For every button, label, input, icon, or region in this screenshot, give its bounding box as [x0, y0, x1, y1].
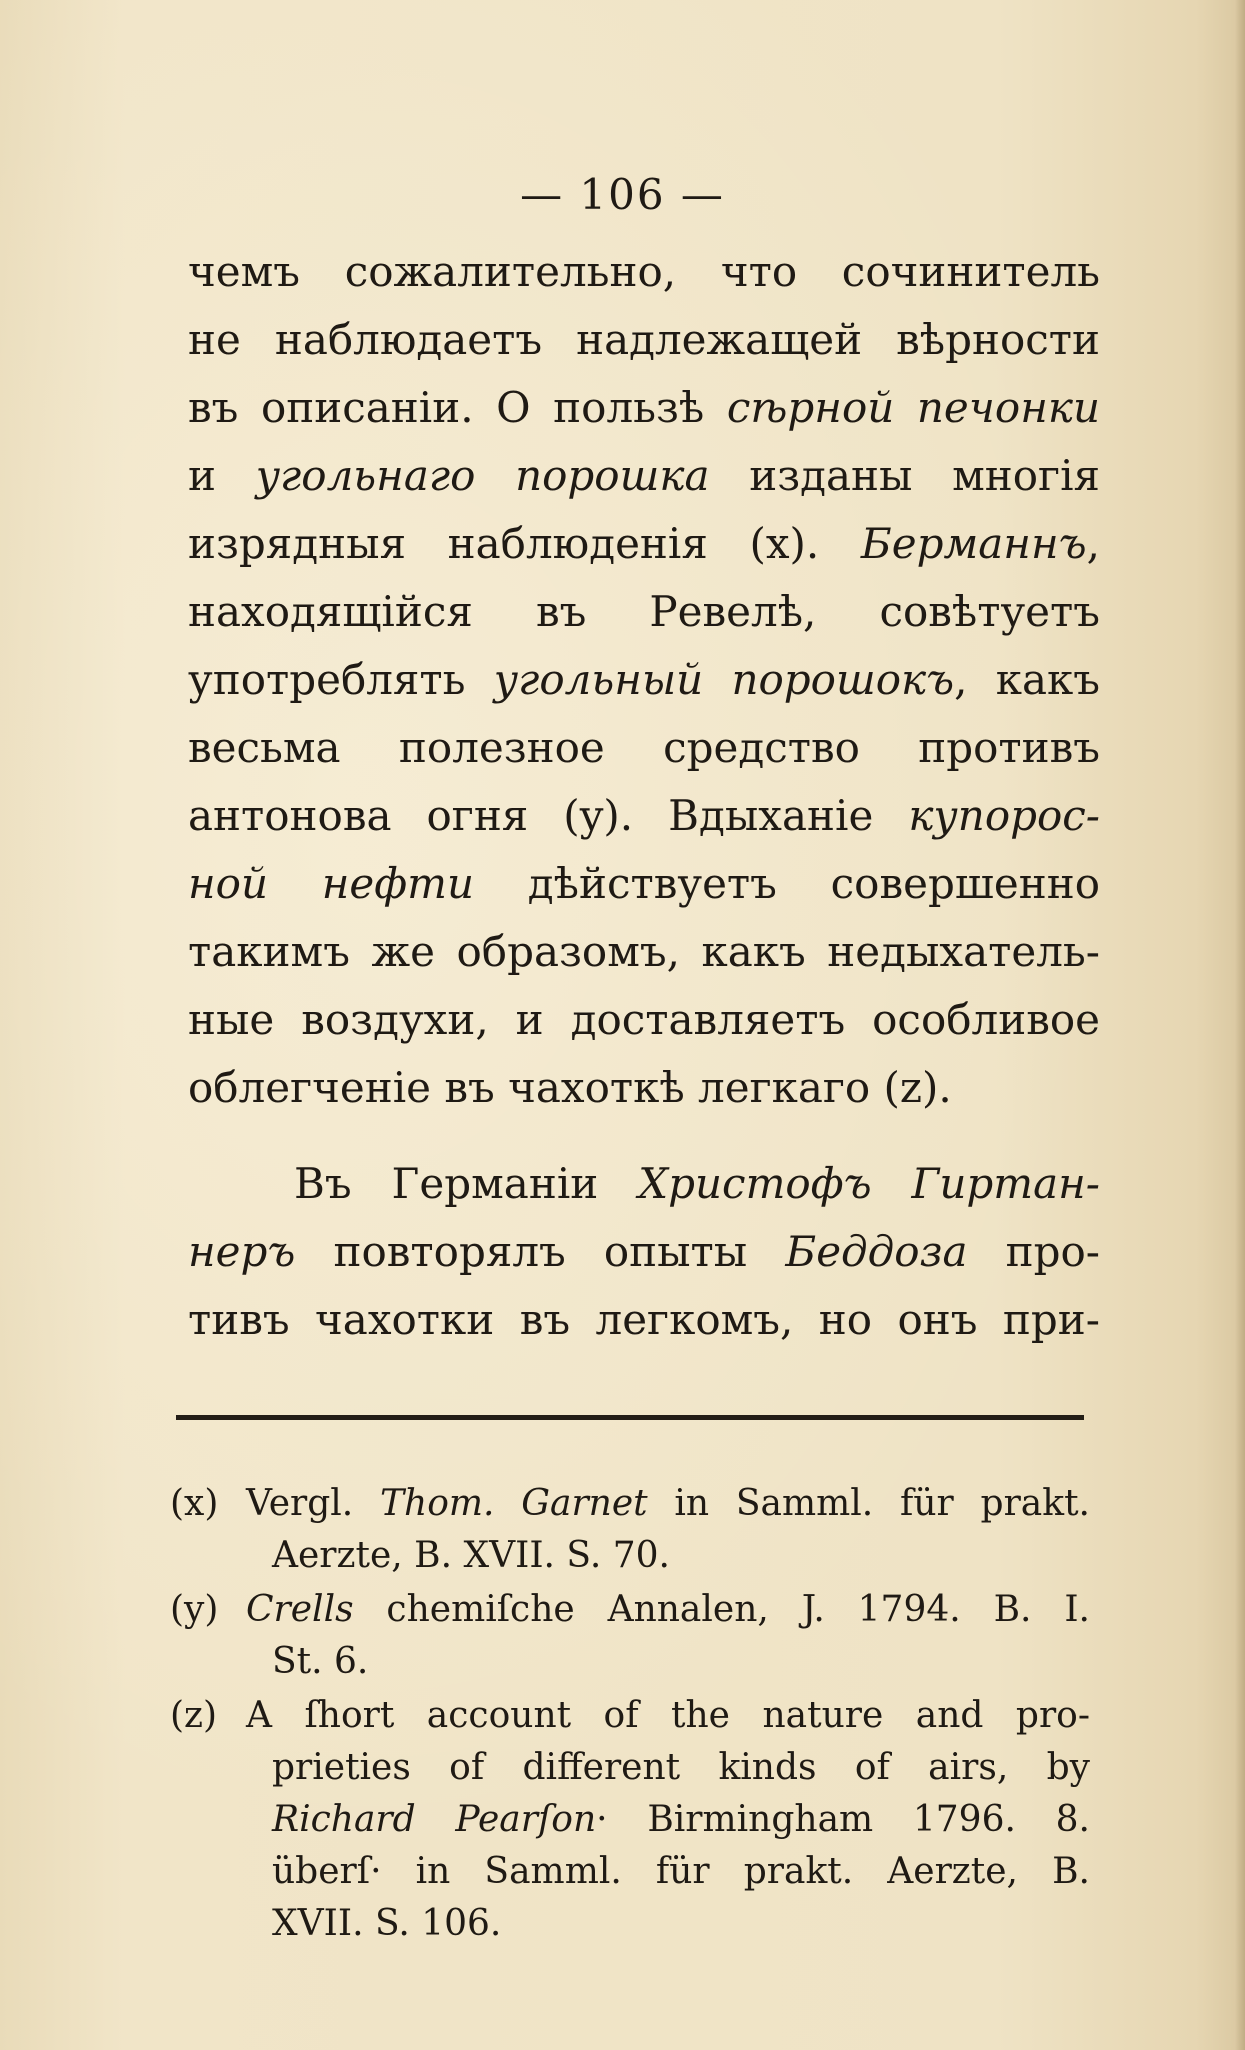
- text-segment: XVII. S. 106.: [272, 1903, 502, 1944]
- main-text: [188, 238, 1100, 1354]
- footnote-label: (x): [170, 1483, 219, 1524]
- text-segment: St. 6.: [272, 1641, 369, 1682]
- footnote-divider: [176, 1415, 1084, 1420]
- text-segment: Aerzte, B. XVII. S. 70.: [272, 1535, 670, 1576]
- text-line: [188, 714, 1100, 782]
- text-segment: не наблюдаетъ надлежащей вѣрности: [188, 315, 1100, 364]
- text-line: [188, 510, 1100, 578]
- text-segment: A ſhort account of the nature and pro-: [246, 1695, 1090, 1736]
- text-line: [188, 646, 1100, 714]
- text-line: [188, 578, 1100, 646]
- italic-text: Richard Pearſon: [272, 1799, 597, 1840]
- text-segment: изданы многія: [709, 451, 1100, 500]
- text-segment: ные воздухи, и доставляетъ особливое: [188, 995, 1100, 1044]
- text-segment: Въ Германіи: [294, 1159, 639, 1208]
- text-segment: про-: [967, 1227, 1100, 1276]
- footnote-line: [246, 1584, 1090, 1636]
- text-segment: in Samml. für prakt.: [647, 1483, 1090, 1524]
- text-segment: überſ· in Samml. für prakt. Aerzte, B.: [272, 1851, 1090, 1892]
- text-segment: chemiſche Annalen, J. 1794. B. I.: [353, 1589, 1090, 1630]
- text-segment: ,: [1086, 519, 1100, 568]
- footnote-line: [272, 1846, 1090, 1898]
- italic-text: купорос-: [908, 791, 1100, 840]
- text-segment: чемъ сожалительно, что сочинитель: [188, 247, 1100, 296]
- footnote-label: (z): [170, 1695, 218, 1736]
- text-segment: въ описаніи. О пользѣ: [188, 383, 727, 432]
- text-segment: антонова огня (y). Вдыханіе: [188, 791, 909, 840]
- italic-text: неръ: [188, 1227, 296, 1276]
- text-segment: облегченіе въ чахоткѣ легкаго (z).: [188, 1063, 952, 1112]
- footnote-line: [272, 1898, 1090, 1950]
- text-line: [188, 238, 1100, 306]
- footnote-line: [272, 1636, 1090, 1688]
- text-segment: Vergl.: [246, 1483, 380, 1524]
- text-segment: такимъ же образомъ, какъ недыхатель-: [188, 927, 1100, 976]
- italic-text: ной нефти: [188, 859, 475, 908]
- text-line: [188, 374, 1100, 442]
- text-line: [188, 1054, 1100, 1122]
- text-segment: prieties of different kinds of airs, by: [272, 1747, 1090, 1788]
- text-segment: и: [188, 451, 256, 500]
- footnote-label: (y): [170, 1589, 219, 1630]
- italic-text: Thom. Garnet: [380, 1483, 648, 1524]
- italic-text: угольный порошокъ: [493, 655, 955, 704]
- page-edge-shadow: [1235, 0, 1245, 2050]
- text-line: [188, 442, 1100, 510]
- italic-text: Берманнъ: [860, 519, 1087, 568]
- text-segment: повторялъ опыты: [295, 1227, 786, 1276]
- text-segment: изрядныя наблюденія (x).: [188, 519, 861, 568]
- text-line: [188, 850, 1100, 918]
- footnote-line: [272, 1530, 1090, 1582]
- text-line: [188, 1286, 1100, 1354]
- paragraph-break: [188, 1122, 1100, 1150]
- footnote-line: [246, 1690, 1090, 1742]
- footnotes: [170, 1478, 1090, 1952]
- page-number: — 106 —: [520, 170, 725, 219]
- italic-text: Crells: [246, 1589, 354, 1630]
- text-segment: , какъ: [954, 655, 1100, 704]
- text-segment: находящійся въ Ревелѣ, совѣтуетъ: [188, 587, 1100, 636]
- footnote-line: [272, 1742, 1090, 1794]
- text-line: [188, 918, 1100, 986]
- text-segment: · Birmingham 1796. 8.: [596, 1799, 1090, 1840]
- italic-text: Христофъ Гиртан-: [638, 1159, 1100, 1208]
- text-segment: весьма полезное средство противъ: [188, 723, 1100, 772]
- italic-text: Беддоза: [785, 1227, 968, 1276]
- text-line: [188, 1150, 1100, 1218]
- text-line: [188, 782, 1100, 850]
- text-line: [188, 986, 1100, 1054]
- footnote: [170, 1584, 1090, 1688]
- footnote-line: [246, 1478, 1090, 1530]
- footnote: [170, 1478, 1090, 1582]
- text-segment: тивъ чахотки въ легкомъ, но онъ при-: [188, 1295, 1100, 1344]
- footnote-line: [272, 1794, 1090, 1846]
- text-segment: употреблять: [188, 655, 494, 704]
- text-line: [188, 1218, 1100, 1286]
- italic-text: угольнаго порошка: [255, 451, 710, 500]
- text-line: [188, 306, 1100, 374]
- italic-text: сѣрной печонки: [726, 383, 1100, 432]
- footnote: [170, 1690, 1090, 1950]
- text-segment: дѣйствуетъ совершенно: [474, 859, 1101, 908]
